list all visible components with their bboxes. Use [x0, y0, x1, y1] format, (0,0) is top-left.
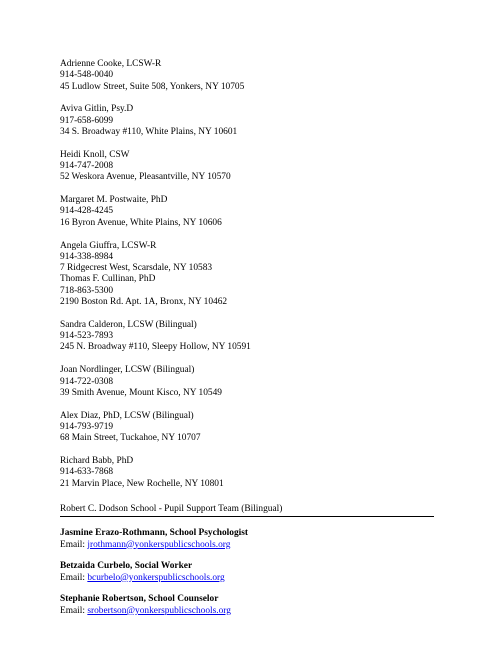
provider-address: 2190 Boston Rd. Apt. 1A, Bronx, NY 10462: [60, 297, 228, 308]
provider-phone: 914-722-0308: [60, 376, 114, 387]
email-line: [60, 540, 440, 551]
provider-address: 245 N. Broadway #110, Sleepy Hollow, NY 10591: [60, 342, 251, 353]
provider-entry: [60, 365, 440, 399]
provider-phone: 914-747-2008: [60, 161, 114, 172]
email-line: [60, 606, 440, 617]
provider-entry: [60, 456, 440, 490]
staff-entry: [60, 561, 440, 584]
provider-entry: [60, 150, 440, 184]
staff-name: Betzaida Curbelo, Social Worker: [60, 561, 193, 572]
provider-phone: 917-658-6099: [60, 115, 114, 126]
provider-entry: [60, 195, 440, 229]
provider-address: 52 Weskora Avenue, Pleasantville, NY 10570: [60, 172, 231, 183]
provider-name: Sandra Calderon, LCSW (Bilingual): [60, 319, 197, 330]
staff-entry: [60, 528, 440, 551]
provider-phone: 914-633-7868: [60, 467, 114, 478]
email-label: Email:: [60, 539, 88, 550]
provider-phone: 914-428-4245: [60, 206, 114, 217]
provider-name: Alex Diaz, PhD, LCSW (Bilingual): [60, 410, 194, 421]
provider-entry: [60, 411, 440, 445]
email-link[interactable]: jrothmann@yonkerspublicschools.org: [87, 539, 231, 550]
provider-phone: 914-523-7893: [60, 331, 114, 342]
provider-phone: 718-863-5300: [60, 285, 114, 296]
email-label: Email:: [60, 605, 88, 616]
provider-entry: [60, 241, 440, 275]
provider-phone: 914-548-0040: [60, 70, 114, 81]
provider-address: 34 S. Broadway #110, White Plains, NY 10601: [60, 126, 238, 137]
provider-phone: 914-338-8984: [60, 251, 114, 262]
provider-name: Joan Nordlinger, LCSW (Bilingual): [60, 365, 195, 376]
provider-name: Adrienne Cooke, LCSW-R: [60, 59, 162, 69]
provider-address: 7 Ridgecrest West, Scarsdale, NY 10583: [60, 263, 213, 274]
email-link[interactable]: srobertson@yonkerspublicschools.org: [87, 605, 231, 616]
section-title: Robert C. Dodson School - Pupil Support Team (Bilingual): [60, 504, 434, 517]
provider-entry: [60, 59, 440, 93]
provider-entry: [60, 104, 440, 138]
provider-entry: [60, 274, 440, 308]
provider-address: 16 Byron Avenue, White Plains, NY 10606: [60, 217, 222, 228]
email-line: [60, 573, 440, 584]
email-label: Email:: [60, 572, 88, 583]
staff-entry: [60, 594, 440, 617]
provider-name: Richard Babb, PhD: [60, 456, 134, 467]
provider-address: 68 Main Street, Tuckahoe, NY 10707: [60, 433, 201, 444]
provider-entry: [60, 320, 440, 354]
provider-name: Angela Giuffra, LCSW-R: [60, 240, 157, 251]
staff-name: Jasmine Erazo-Rothmann, School Psychologist: [60, 528, 249, 539]
provider-address: 45 Ludlow Street, Suite 508, Yonkers, NY 10705: [60, 81, 245, 92]
provider-phone: 914-793-9719: [60, 421, 114, 432]
email-link[interactable]: bcurbelo@yonkerspublicschools.org: [87, 572, 225, 583]
staff-name: Stephanie Robertson, School Counselor: [60, 594, 219, 605]
staff-list: [60, 528, 440, 617]
provider-address: 39 Smith Avenue, Mount Kisco, NY 10549: [60, 387, 222, 398]
provider-name: Margaret M. Postwaite, PhD: [60, 195, 168, 206]
provider-name: Thomas F. Cullinan, PhD: [60, 274, 156, 285]
provider-name: Heidi Knoll, CSW: [60, 149, 130, 160]
document-page: [60, 59, 440, 627]
provider-address: 21 Marvin Place, New Rochelle, NY 10801: [60, 478, 224, 489]
provider-name: Aviva Gitlin, Psy.D: [60, 104, 134, 115]
